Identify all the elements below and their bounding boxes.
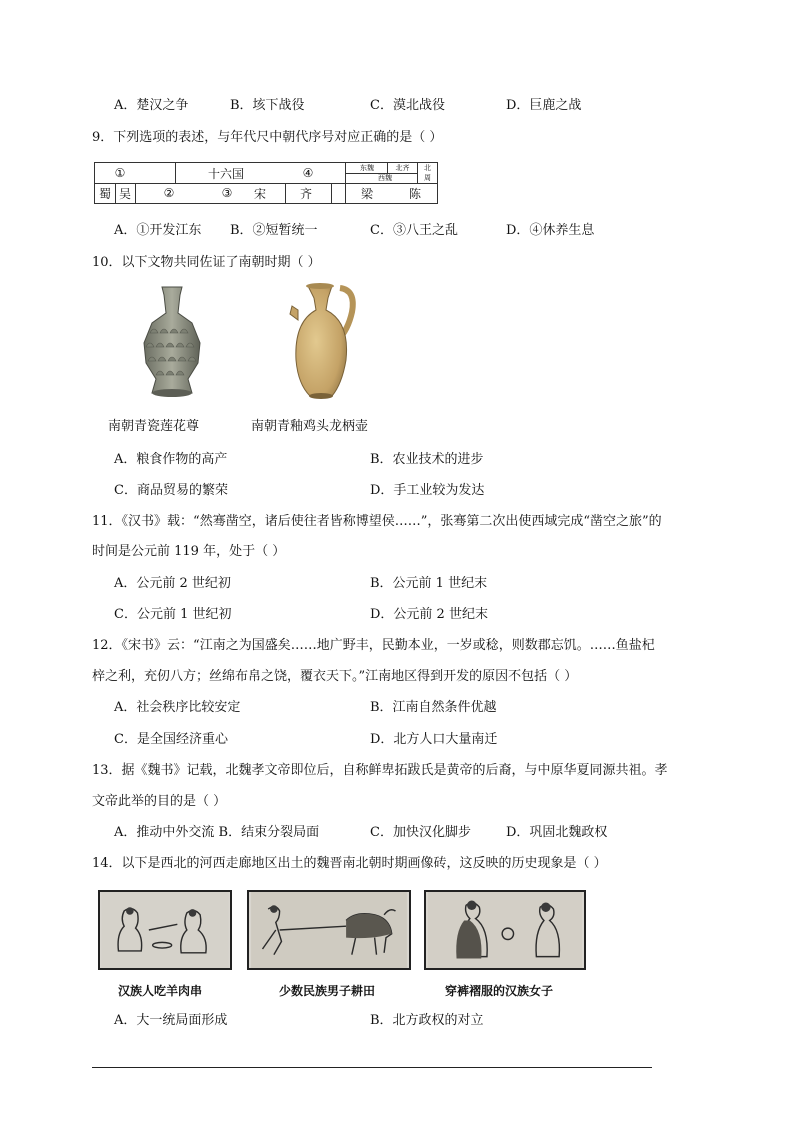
timeline-cell-sixteen-kingdoms: 十六国	[207, 166, 244, 181]
q13-stem-line1: 13．据《魏书》记载，北魏孝文帝即位后，自称鲜卑拓跋氏是黄帝的后裔，与中原华夏同源共祖。孝	[92, 763, 668, 778]
q9-option-a: A．①开发江东	[114, 223, 202, 238]
timeline-cell-bei: 北	[424, 164, 431, 172]
q12-option-c: C．是全国经济重心	[114, 732, 228, 747]
q12-option-a: A．社会秩序比较安定	[114, 700, 241, 715]
timeline-cell-western-wei: 西魏	[378, 174, 392, 182]
brick-caption-1: 汉族人吃羊肉串	[118, 984, 203, 998]
q14-option-a: A．大一统局面形成	[114, 1013, 228, 1028]
brick-image-eating-skewers	[98, 890, 232, 970]
timeline-cell-northern-qi: 北齐	[395, 164, 410, 172]
q11-option-c: C．公元前 1 世纪初	[114, 607, 232, 622]
lotus-vase-image	[132, 283, 212, 403]
q10-stem: 10．以下文物共同佐证了南朝时期（ ）	[92, 255, 321, 270]
timeline-cell-4: ④	[302, 166, 314, 180]
q12-stem-line2: 梓之利，充仞八方；丝绵布帛之饶，覆衣天下。”江南地区得到开发的原因不包括（ ）	[92, 669, 578, 684]
q11-option-d: D．公元前 2 世纪末	[370, 607, 488, 622]
q12-option-b: B．江南自然条件优越	[370, 700, 497, 715]
q9-option-c: C．③八王之乱	[370, 223, 458, 238]
brick-caption-2: 少数民族男子耕田	[279, 984, 376, 998]
q11-stem-line2: 时间是公元前 119 年，处于（ ）	[92, 544, 286, 559]
q13-option-c: C．加快汉化脚步	[370, 825, 471, 840]
q8-option-a: A．楚汉之争	[114, 98, 189, 113]
q12-stem-line1: 12．《宋书》云：“江南之为国盛矣……地广野丰，民勤本业，一岁或稔，则数郡忘饥。……鱼盐杞	[92, 638, 655, 653]
artifact-caption-lotus-vase: 南朝青瓷莲花尊	[108, 419, 200, 434]
q13-option-ab: A．推动中外交流 B．结束分裂局面	[114, 825, 320, 840]
q11-option-a: A．公元前 2 世纪初	[114, 576, 231, 591]
timeline-cell-zhou: 周	[424, 174, 431, 182]
timeline-cell-liang: 梁	[360, 186, 373, 201]
timeline-cell-qi: 齐	[299, 186, 312, 201]
q10-option-c: C．商品贸易的繁荣	[114, 483, 228, 498]
timeline-cell-1: ①	[114, 166, 126, 180]
timeline-cell-3: ③	[221, 186, 233, 200]
brick-image-ploughing	[247, 890, 411, 970]
q13-option-d: D．巩固北魏政权	[506, 825, 608, 840]
q9-stem: 9．下列选项的表述，与年代尺中朝代序号对应正确的是（ ）	[92, 130, 443, 145]
q10-option-b: B．农业技术的进步	[370, 452, 484, 467]
q11-option-b: B．公元前 1 世纪末	[370, 576, 488, 591]
timeline-cell-2: ②	[163, 186, 175, 200]
q8-option-d: D．巨鹿之战	[506, 98, 582, 113]
footer-rule	[92, 1067, 652, 1068]
dynasty-timeline	[94, 162, 438, 204]
q12-option-d: D．北方人口大量南迁	[370, 732, 498, 747]
brick-caption-3: 穿裤褶服的汉族女子	[445, 984, 554, 998]
q10-option-d: D．手工业较为发达	[370, 483, 485, 498]
q11-stem-line1: 11．《汉书》载：“然骞凿空，诸后使往者皆称博望侯……”，张骞第二次出使西域完成“凿空之旅”的	[92, 514, 662, 529]
q14-option-b: B．北方政权的对立	[370, 1013, 484, 1028]
timeline-cell-shu: 蜀	[98, 186, 111, 201]
timeline-cell-chen: 陈	[408, 186, 421, 201]
q9-option-b: B．②短暂统一	[230, 223, 318, 238]
q8-option-b: B．垓下战役	[230, 98, 305, 113]
q10-option-a: A．粮食作物的高产	[114, 452, 228, 467]
brick-image-han-woman	[424, 890, 586, 970]
timeline-cell-song: 宋	[253, 186, 266, 201]
timeline-cell-eastern-wei: 东魏	[360, 164, 374, 172]
q13-stem-line2: 文帝此举的目的是（ ）	[92, 794, 227, 809]
chicken-head-ewer-image	[280, 280, 366, 404]
artifact-caption-ewer: 南朝青釉鸡头龙柄壶	[251, 419, 369, 434]
timeline-cell-wu: 吴	[118, 186, 131, 201]
q14-stem: 14．以下是西北的河西走廊地区出土的魏晋南北朝时期画像砖，这反映的历史现象是（ ）	[92, 856, 607, 871]
q9-option-d: D．④休养生息	[506, 223, 595, 238]
q8-option-c: C．漠北战役	[370, 98, 445, 113]
